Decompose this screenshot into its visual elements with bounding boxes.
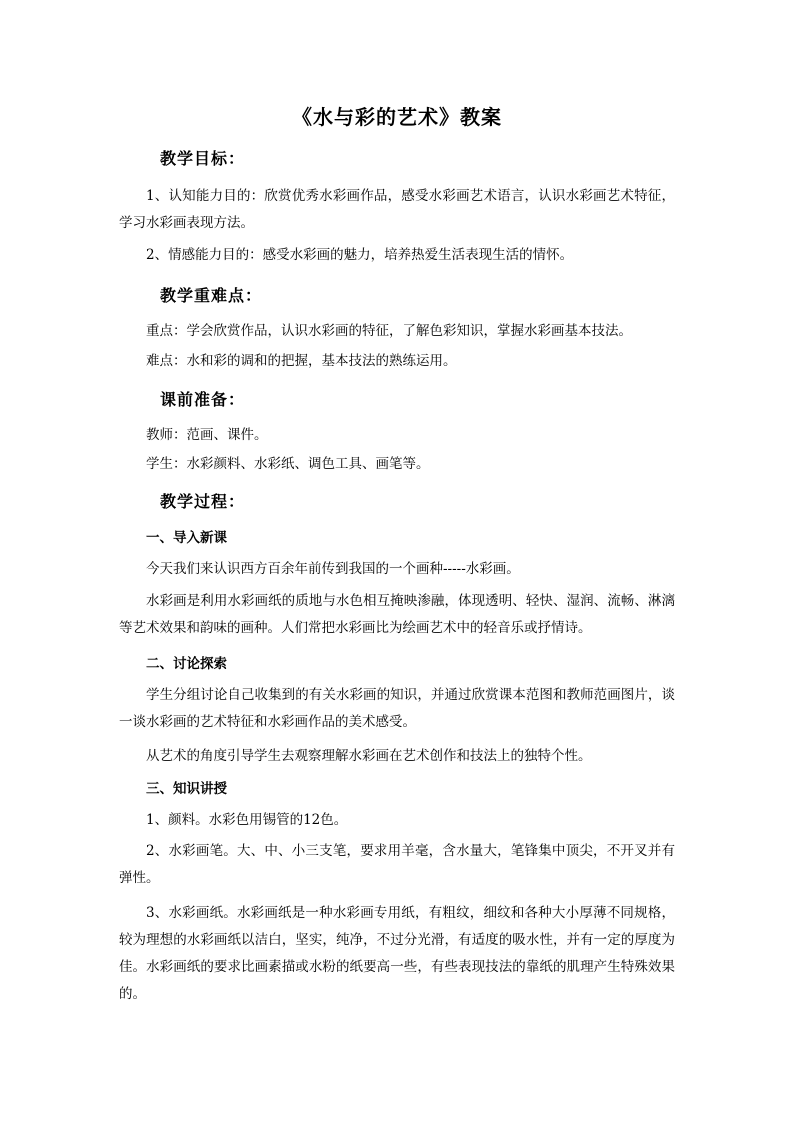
process-part1-item-2: 水彩画是利用水彩画纸的质地与水色相互掩映渗融，体现透明、轻快、湿润、流畅、淋漓等艺术效果和韵味的画种。人们常把水彩画比为绘画艺术中的轻音乐或抒情诗。	[119, 593, 675, 636]
keypoints-item-1: 重点：学会欣赏作品，认识水彩画的特征，了解色彩知识，掌握水彩画基本技法。	[146, 323, 632, 339]
keypoints-item-2: 难点：水和彩的调和的把握，基本技法的熟练运用。	[146, 353, 457, 369]
prep-heading: 课前准备：	[160, 390, 246, 409]
process-heading: 教学过程：	[160, 492, 246, 511]
process-part3-title: 三、知识讲授	[146, 781, 227, 797]
keypoints-heading: 教学重难点：	[160, 286, 263, 305]
process-part3-item-1: 1、颜料。水彩色用锡管的12色。	[146, 812, 348, 828]
goals-item-1: 1、认知能力目的：欣赏优秀水彩画作品，感受水彩画艺术语言，认识水彩画艺术特征，学习水彩画表现方法。	[119, 188, 675, 231]
process-part3-item-3: 3、水彩画纸。水彩画纸是一种水彩画专用纸，有粗纹，细纹和各种大小厚薄不同规格，较为理想的水彩画纸以洁白，坚实，纯净，不过分光滑，有适度的吸水性，并有一定的厚度为佳。水彩画纸的要求比画素描或水粉的纸要高一些，有些表现技法的靠纸的肌理产生特殊效果的。	[119, 905, 675, 1002]
process-part3-item-2: 2、水彩画笔。大、中、小三支笔，要求用羊毫，含水量大，笔锋集中顶尖，不开叉并有弹性。	[119, 843, 675, 886]
process-part1-item-1: 今天我们来认识西方百余年前传到我国的一个画种-----水彩画。	[146, 561, 520, 577]
goals-item-2: 2、情感能力目的：感受水彩画的魅力，培养热爱生活表现生活的情怀。	[146, 247, 574, 263]
prep-item-1: 教师：范画、课件。	[146, 427, 268, 443]
process-part1-title: 一、导入新课	[146, 530, 227, 546]
prep-item-2: 学生：水彩颜料、水彩纸、调色工具、画笔等。	[146, 456, 430, 472]
process-part2-title: 二、讨论探索	[146, 656, 227, 672]
process-part2-item-1: 学生分组讨论自己收集到的有关水彩画的知识，并通过欣赏课本范图和教师范画图片，谈一谈水彩画的艺术特征和水彩画作品的美术感受。	[119, 687, 675, 730]
goals-heading: 教学目标：	[160, 149, 246, 168]
process-part2-item-2: 从艺术的角度引导学生去观察理解水彩画在艺术创作和技法上的独特个性。	[146, 748, 592, 764]
page-title: 《水与彩的艺术》教案	[292, 105, 502, 129]
